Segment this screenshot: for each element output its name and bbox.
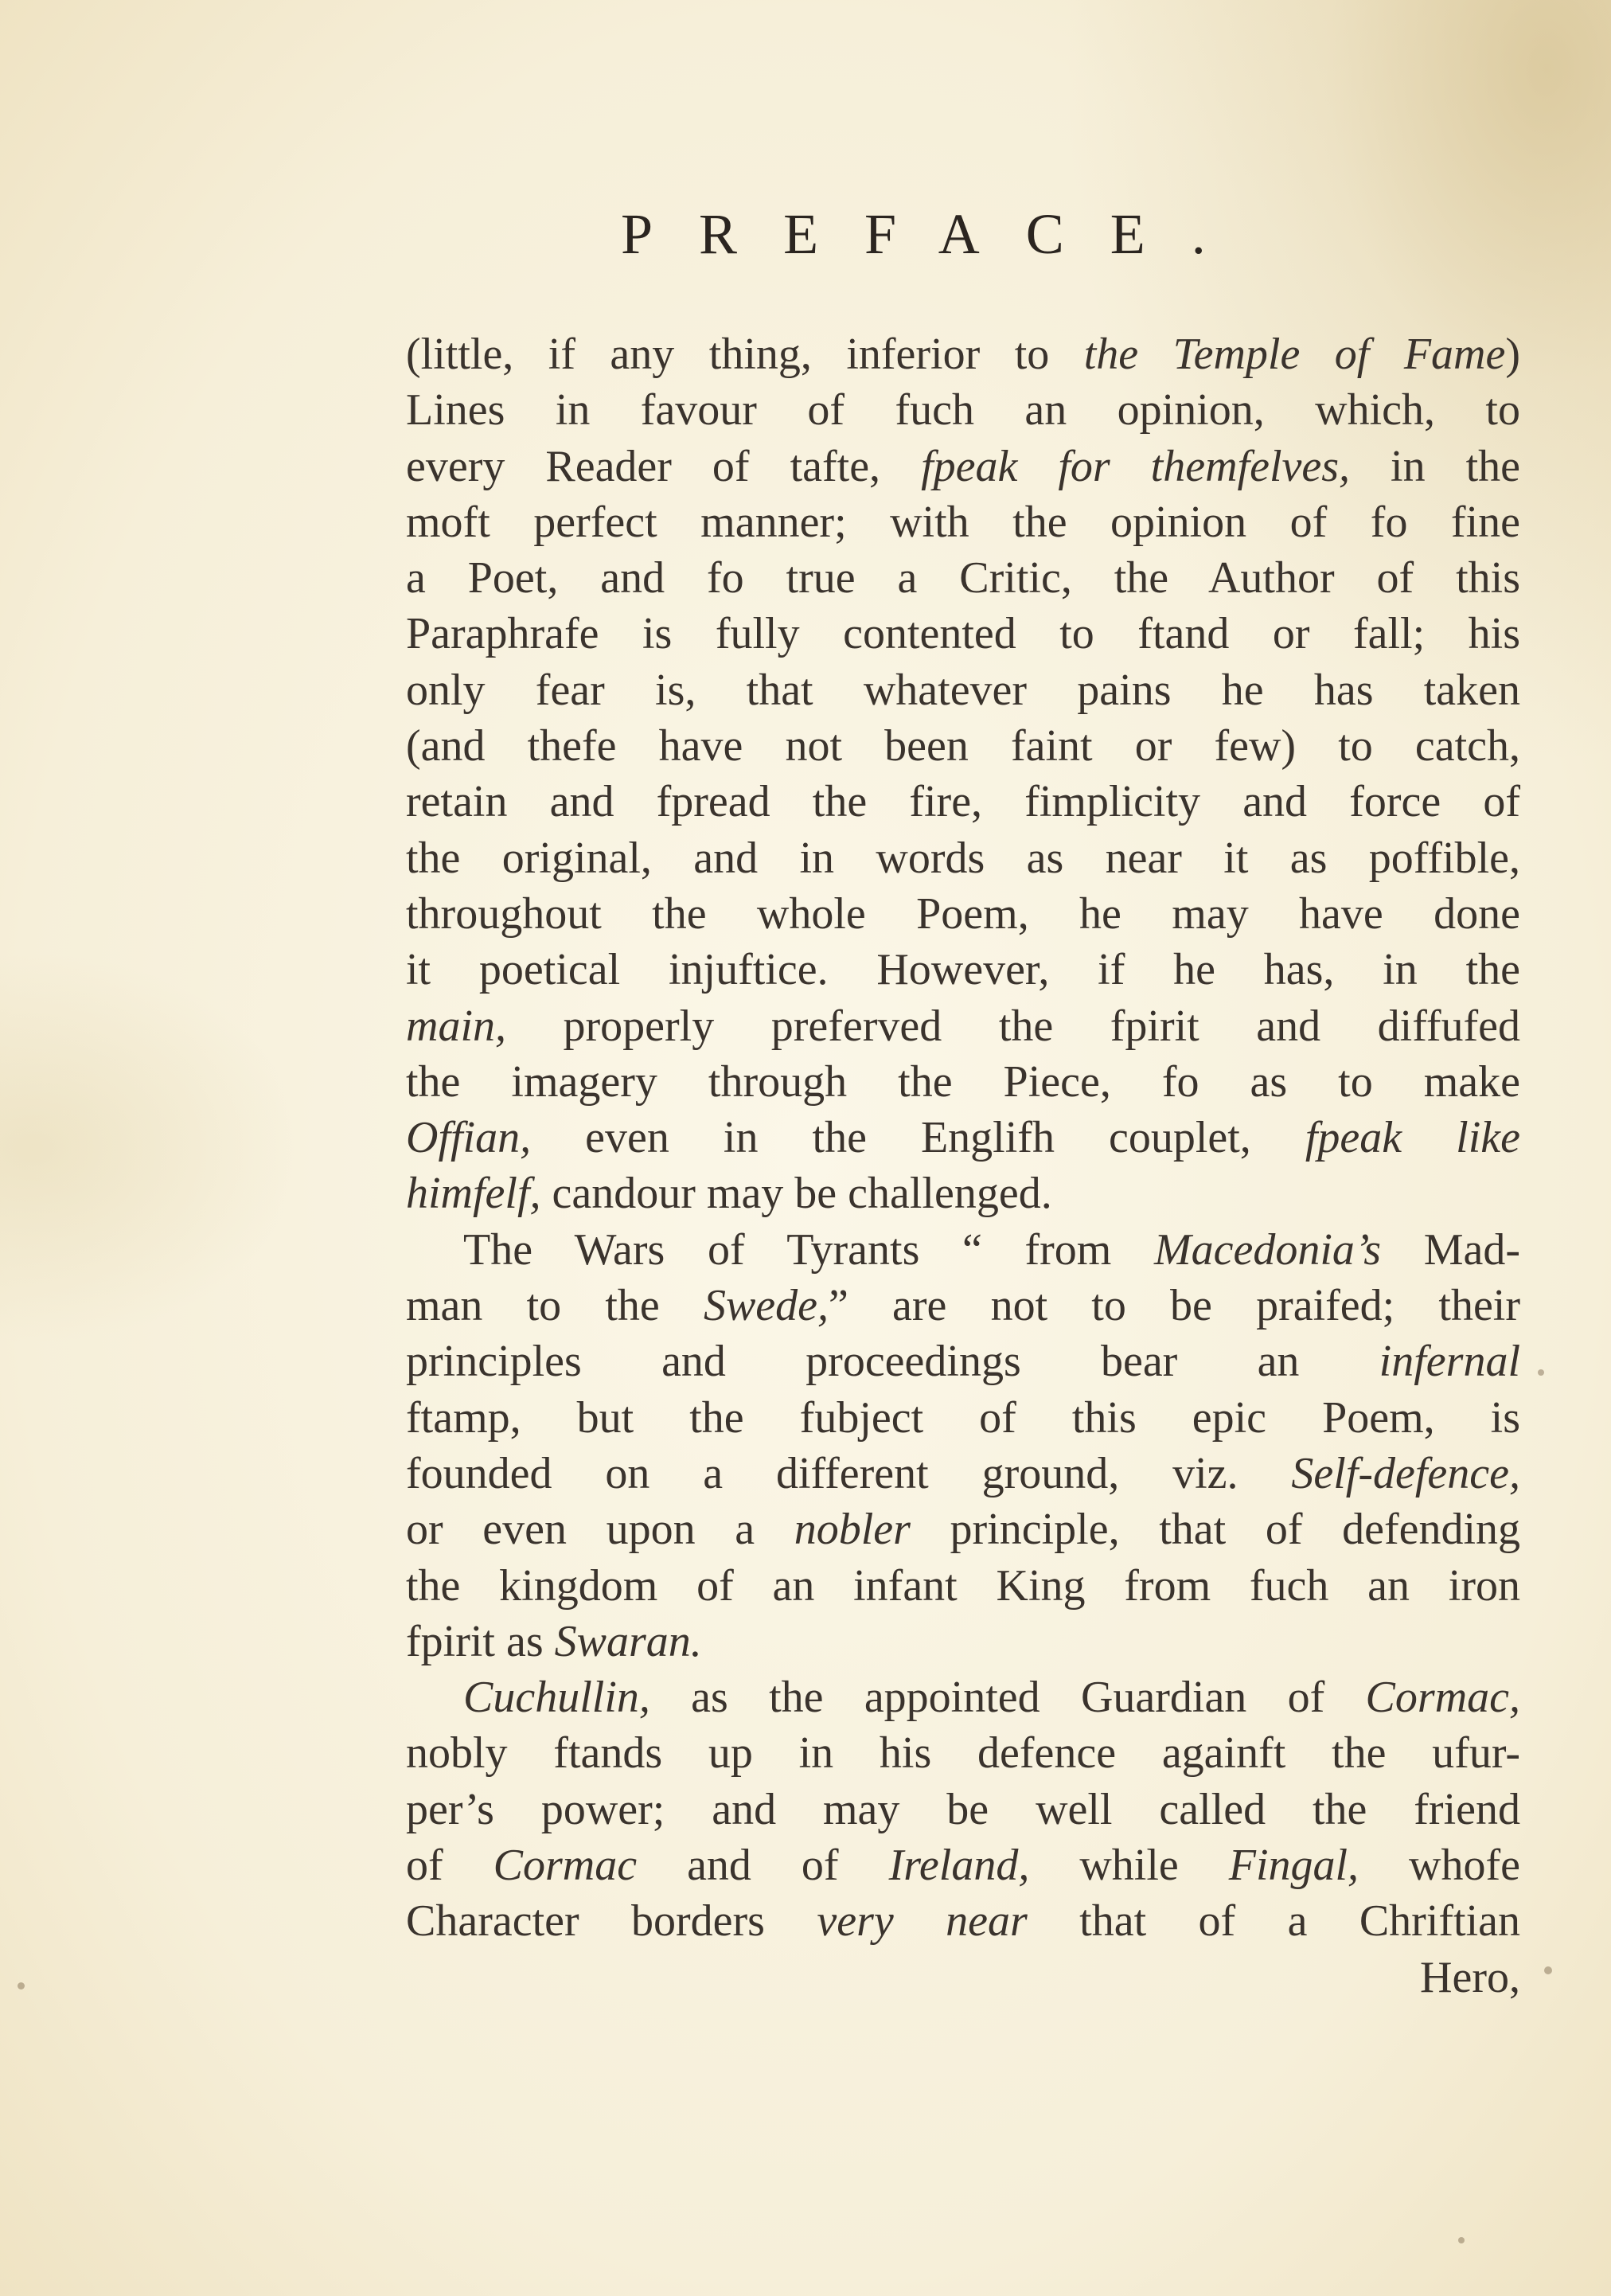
italic-text: Self-defence, — [1291, 1448, 1520, 1498]
text-segment: and of — [637, 1841, 889, 1891]
text-segment: man to the — [406, 1281, 704, 1331]
running-head: PREFACE. — [621, 202, 1252, 266]
text-segment: it poetical injuftice. However, if he has, in the — [406, 945, 1520, 995]
text-segment: (little, if any thing, inferior to — [406, 330, 1084, 379]
text-line — [406, 1054, 1520, 1110]
italic-text: Fingal, — [1228, 1841, 1359, 1891]
text-segment: candour may be challenged. — [540, 1169, 1052, 1219]
paper-speck — [1544, 1966, 1552, 1974]
text-line — [406, 998, 1520, 1054]
text-segment: Paraphrafe is fully contented to ftand or fall; his — [406, 609, 1520, 659]
text-segment: founded on a different ground, viz. — [406, 1448, 1292, 1498]
text-line — [406, 1333, 1520, 1389]
text-segment: Hero, — [1420, 1952, 1520, 2002]
italic-text: Cormac, — [1365, 1673, 1520, 1723]
text-segment: (and thefe have not been faint or few) to catch, — [406, 721, 1520, 771]
text-line — [406, 1725, 1520, 1781]
italic-text: Macedonia’s — [1153, 1224, 1382, 1275]
text-line — [406, 774, 1520, 830]
text-segment: principle, that of defending — [910, 1505, 1521, 1555]
text-segment: of — [406, 1841, 493, 1891]
italic-text: infernal — [1379, 1337, 1520, 1387]
italic-text: the Temple of Fame — [1083, 330, 1506, 379]
text-line — [406, 382, 1520, 438]
text-line — [406, 662, 1520, 718]
italic-text: nobler — [794, 1505, 911, 1555]
text-line — [406, 1110, 1520, 1166]
text-line — [406, 718, 1520, 774]
italic-text: main, — [406, 1001, 506, 1051]
text-line — [406, 1837, 1520, 1893]
text-segment: Character borders — [406, 1896, 817, 1947]
text-segment: the kingdom of an infant King from fuch an iron — [406, 1560, 1520, 1611]
text-segment: Mad- — [1381, 1224, 1521, 1275]
italic-text: himfelf, — [406, 1169, 541, 1219]
italic-text: very near — [817, 1896, 1028, 1947]
text-line — [406, 326, 1520, 382]
text-segment: fpirit as — [406, 1616, 555, 1666]
text-line — [406, 606, 1520, 662]
italic-text: Ireland, — [888, 1841, 1030, 1891]
text-segment: or even upon a — [406, 1505, 794, 1555]
text-line — [406, 1501, 1520, 1557]
text-line — [406, 439, 1520, 494]
text-segment: while — [1029, 1841, 1229, 1891]
text-segment: whofe — [1359, 1841, 1520, 1891]
text-segment: Lines in favour of fuch an opinion, which, to — [406, 385, 1520, 435]
paper-speck — [18, 1982, 25, 1989]
text-segment: even in the Englifh couplet, — [531, 1113, 1305, 1163]
italic-text: fpeak like — [1305, 1113, 1520, 1163]
text-line — [406, 886, 1520, 942]
text-line — [406, 550, 1520, 606]
text-segment: ftamp, but the fubject of this epic Poem, is — [406, 1392, 1520, 1443]
text-segment: per’s power; and may be well called the friend — [406, 1784, 1520, 1834]
text-line — [406, 1558, 1520, 1614]
text-segment: nobly ftands up in his defence againft the ufur- — [406, 1728, 1520, 1779]
text-line — [406, 1278, 1520, 1333]
text-segment: only fear is, that whatever pains he has taken — [406, 665, 1520, 715]
paper-speck — [1538, 1369, 1544, 1376]
text-segment: retain and fpread the fire, fimplicity and force of — [406, 777, 1520, 827]
italic-text: Cuchullin, — [463, 1673, 650, 1723]
text-line — [406, 1893, 1520, 1949]
body-text — [406, 326, 1520, 2005]
text-segment: the imagery through the Piece, fo as to make — [406, 1056, 1520, 1107]
italic-text: Swaran. — [554, 1616, 702, 1666]
text-segment: properly preferved the fpirit and diffufed — [506, 1001, 1520, 1051]
text-line — [406, 830, 1520, 886]
italic-text: fpeak for themfelves, — [921, 441, 1351, 491]
text-line — [406, 1222, 1520, 1278]
text-line — [406, 1614, 1520, 1669]
text-line — [406, 1390, 1520, 1446]
text-segment: that of a Chriftian — [1027, 1896, 1521, 1947]
italic-text: Cormac — [493, 1841, 638, 1891]
italic-text: Offian, — [406, 1113, 532, 1163]
text-segment: every Reader of tafte, — [406, 441, 922, 491]
text-line — [406, 494, 1520, 550]
paper-speck — [1458, 2237, 1465, 2243]
text-line — [406, 1950, 1520, 2005]
text-segment: throughout the whole Poem, he may have done — [406, 888, 1520, 939]
text-segment: a Poet, and fo true a Critic, the Author of this — [406, 553, 1520, 603]
text-segment: ” are not to be praifed; their — [829, 1281, 1521, 1331]
text-segment: ) — [1505, 330, 1520, 379]
text-segment: the original, and in words as near it as poffible, — [406, 833, 1520, 883]
text-segment: The Wars of Tyrants “ from — [463, 1224, 1154, 1275]
text-segment: in the — [1350, 441, 1520, 491]
text-line — [406, 1446, 1520, 1501]
text-segment: principles and proceedings bear an — [406, 1337, 1379, 1387]
text-segment: as the appointed Guardian of — [649, 1673, 1366, 1723]
text-line — [406, 1669, 1520, 1725]
text-segment: moft perfect manner; with the opinion of fo fine — [406, 497, 1520, 547]
text-line — [406, 1166, 1520, 1221]
text-line — [406, 1782, 1520, 1837]
text-line — [406, 942, 1520, 998]
italic-text: Swede, — [703, 1281, 829, 1331]
